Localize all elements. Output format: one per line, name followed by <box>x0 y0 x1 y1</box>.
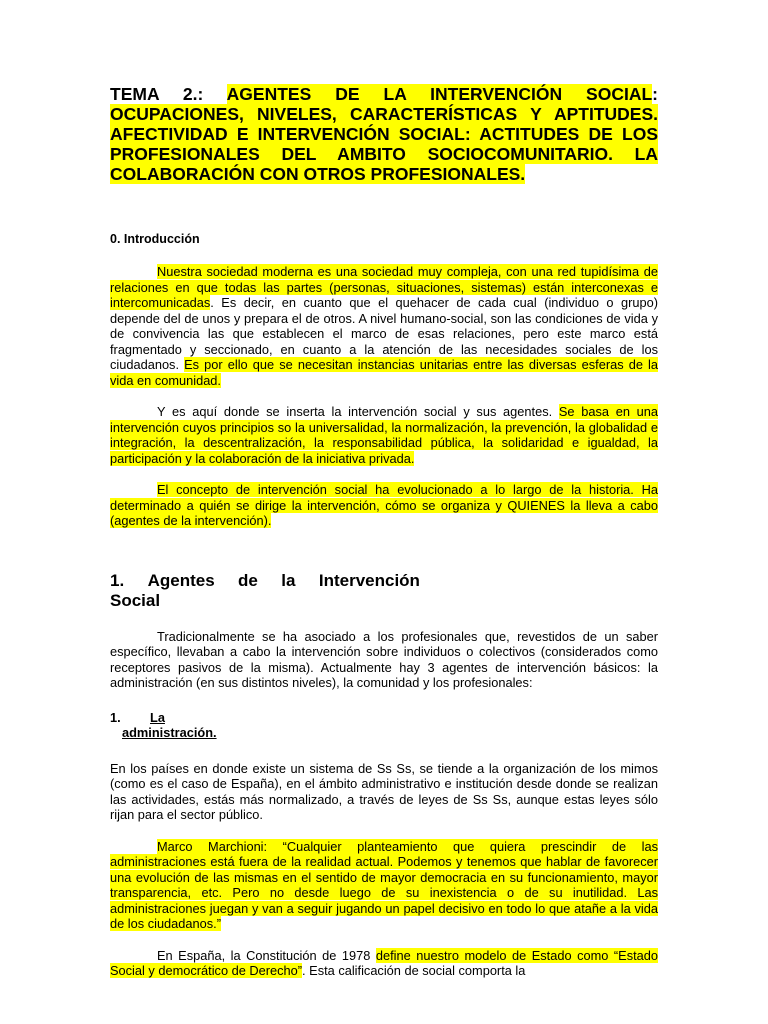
intro-paragraph-1 <box>110 264 658 388</box>
section-1-heading-word: la <box>281 570 296 590</box>
p7-plain-2: . Esta calificación de social comporta la <box>302 963 526 978</box>
subsection-word: La <box>150 709 165 725</box>
section-1-paragraph-2: En los países en donde existe un sistema de Ss Ss, se tiende a la organización de los mimos (como es el caso de España), en el ámbito administrativo e institución desde donde se realizan las actividades, estás más normalizado, a través de leyes de Ss Ss, aunque estas leyes sólo rijan para el sector público. <box>110 760 658 822</box>
intro-paragraph-3 <box>110 482 658 529</box>
section-1-heading-line-2: Social <box>110 590 161 610</box>
section-1-paragraph-4 <box>110 948 658 979</box>
subsection-number: 1. <box>110 709 121 725</box>
title-highlight: AGENTES DE LA INTERVENCIÓN SOCIAL <box>226 84 653 104</box>
title-rest: OCUPACIONES, NIVELES, CARACTERÍSTICAS Y APTITUDES. AFECTIVIDAD E INTERVENCIÓN SOCIAL: ACTITUDES DE LOS PROFESIONALES DEL AMBITO SOCIOCOMUNITARIO. LA COLABORACIÓN CON OTROS PROFESIONALES. <box>110 104 658 184</box>
quote-highlight: Marco Marchioni: “Cualquier planteamiento que quiera prescindir de las administraciones está fuera de la realidad actual. Podemos y tenemos que hablar de favorecer una evolución de las mismas en el sentido de mayor democracia en su funcionamiento, mayor transparencia, etc. Pero no desde luego de su inexistencia o de su inutilidad. Las administraciones juegan y van a seguir jugando un papel decisivo en todo lo que atañe a la vida de los ciudadanos.” <box>110 838 658 931</box>
quote-paragraph <box>110 839 658 932</box>
subsection-word-2: administración. <box>122 725 217 740</box>
document-title <box>110 84 658 184</box>
intro-p3-highlight: El concepto de intervención social ha evolucionado a lo largo de la historia. Ha determinado a quién se dirige la intervención, cómo se organiza y QUIENES la lleva a cabo (agentes de la intervención). <box>110 482 658 528</box>
section-1-heading <box>110 571 420 611</box>
intro-p1-highlight: Nuestra sociedad moderna es una sociedad muy compleja, con una red tupidísima de relaciones en que todas las partes (personas, situaciones, sistemas) están interconexas e intercomunicadas <box>110 264 658 310</box>
p7-highlight: define nuestro modelo de Estado como “Estado Social y democrático de Derecho” <box>110 947 659 978</box>
title-prefix: TEMA 2.: <box>110 84 227 104</box>
intro-paragraph-2 <box>110 404 658 466</box>
section-1-heading-word: Agentes <box>147 570 215 590</box>
intro-p2-highlight: Se basa en una intervención cuyos principios so la universalidad, la normalización, la prevención, la globalidad e integración, la descentralización, la responsabilidad pública, la solidaridad e igualdad, la participación y la colaboración de la iniciativa privada. <box>110 404 658 466</box>
title-colon: : <box>652 84 658 104</box>
intro-p1-plain: . Es decir, en cuanto que el quehacer de cada cual (individuo o grupo) depende del de unos y prepara el de otros. A nivel humano-social, son las condiciones de vida y de convivencia las que establecen el marco de esas relaciones, pero este marco está fragmentado y seccionado, en cuanto a la atención de las necesidades sociales de los ciudadanos. <box>110 295 658 372</box>
section-1-heading-word: Intervención <box>318 570 420 590</box>
intro-heading: 0. Introducción <box>110 232 200 246</box>
section-1-heading-word: 1. <box>110 570 125 590</box>
intro-p1-highlight-2: Es por ello que se necesitan instancias unitarias entre las diversas esferas de la vida en comunidad. <box>110 357 659 388</box>
intro-p2-plain: Y es aquí donde se inserta la intervención social y sus agentes. <box>157 404 559 419</box>
section-1-paragraph-1: Tradicionalmente se ha asociado a los profesionales que, revestidos de un saber específico, llevaban a cabo la intervención sobre individuos o colectivos (considerados como receptores pasivos de la misma). Actualmente hay 3 agentes de intervención básicos: la administración (en sus distintos niveles), la comunidad y los profesionales: <box>110 628 658 690</box>
p7-plain-1: En España, la Constitución de 1978 <box>157 947 376 963</box>
section-1-heading-word: de <box>238 570 258 590</box>
subsection-heading <box>110 710 658 741</box>
